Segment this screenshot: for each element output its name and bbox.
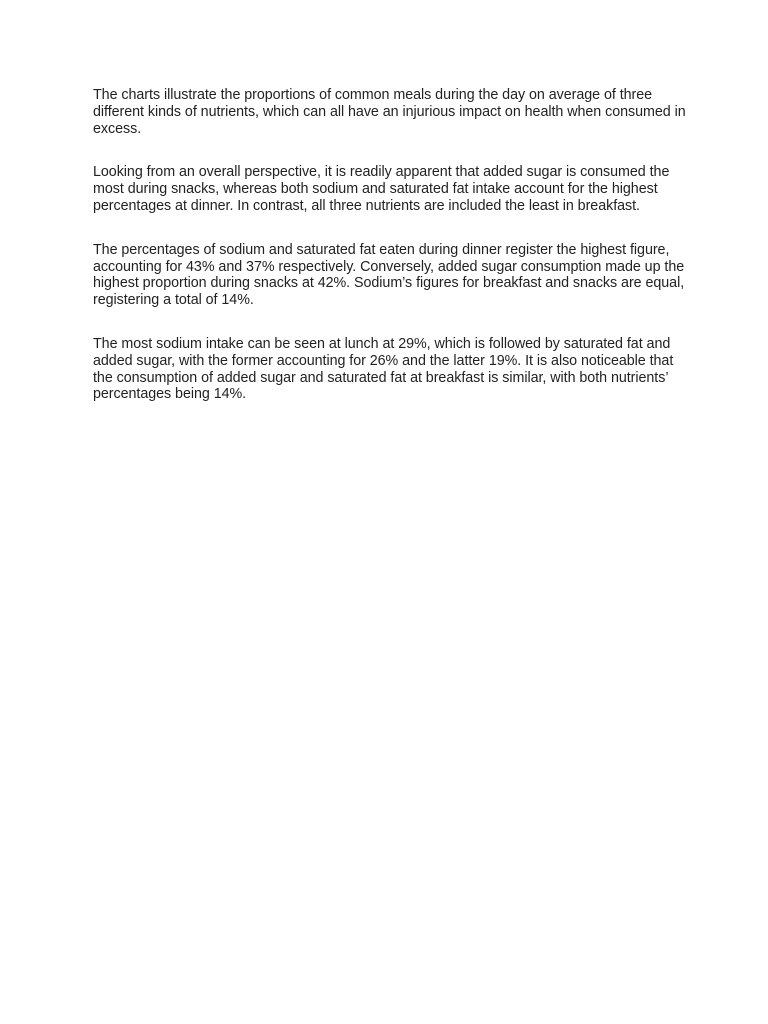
paragraph-overview: Looking from an overall perspective, it is readily apparent that added sugar is consumed the most during snacks, whereas both sodium and saturated fat intake account for the highest percentages at dinner. In contrast, all three nutrients are included the least in breakfast.: [93, 164, 670, 214]
paragraph-details-dinner-snacks: The percentages of sodium and saturated fat eaten during dinner register the highest figure, accounting for 43% and 37% respectively. Conversely, added sugar consumption made up the highest proportion during snacks at 42%. Sodium’s figures for breakfast and snacks are equal, registering a total of 14%.: [93, 241, 685, 309]
paragraph-details-lunch-breakfast: The most sodium intake can be seen at lunch at 29%, which is followed by saturated fat and added sugar, with the former accounting for 26% and the latter 19%. It is also noticeable that the consumption of added sugar and saturated fat at breakfast is similar, with both nutrients’ percentages being 14%.: [93, 335, 674, 403]
document-body: [93, 87, 693, 403]
paragraph-introduction: The charts illustrate the proportions of common meals during the day on average of three different kinds of nutrients, which can all have an injurious impact on health when consumed in excess.: [93, 87, 686, 137]
